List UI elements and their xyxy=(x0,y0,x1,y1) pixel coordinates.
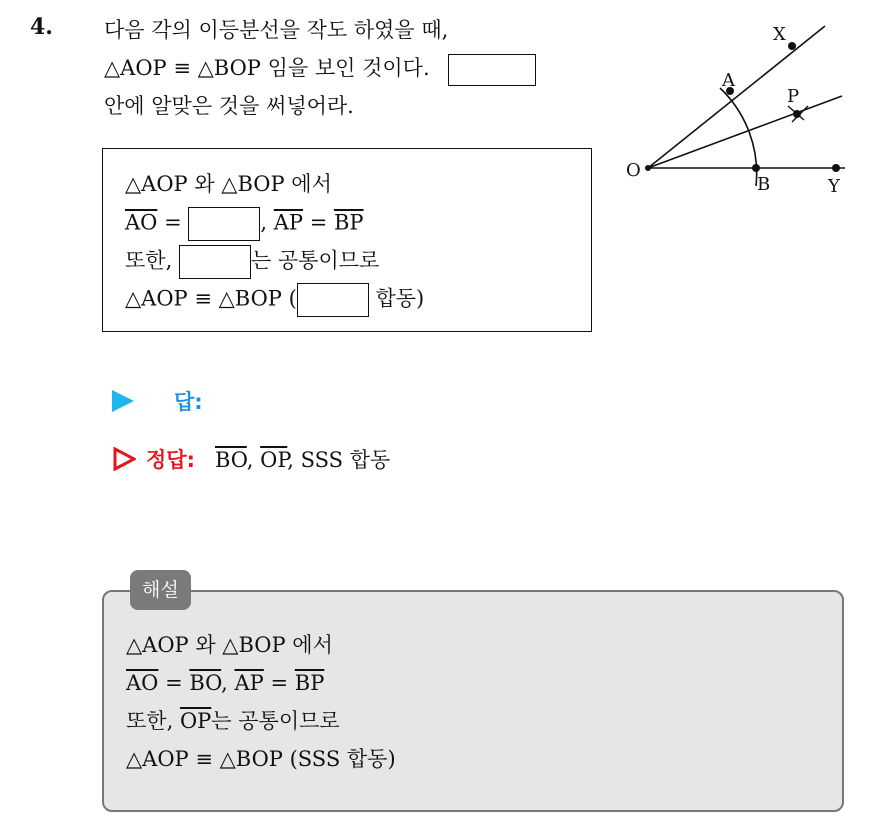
expl-ao: $\overline{AO}$ xyxy=(126,671,159,695)
expl-comma: , xyxy=(221,671,235,695)
explanation-box xyxy=(102,590,844,812)
expl-ap: $\overline{AP}$ xyxy=(234,671,264,695)
congruence-close: 합동) xyxy=(368,286,425,311)
inline-answer-blank xyxy=(448,54,536,86)
angle-bisector-figure xyxy=(620,10,860,200)
segment-ao: $\overline{AO}$ xyxy=(125,210,158,235)
point-o xyxy=(645,165,651,171)
expl-line-1: △AOP 와 △BOP 에서 xyxy=(126,633,333,657)
label-a: A xyxy=(722,70,735,91)
problem-line-2 xyxy=(125,207,364,241)
answer-label: 답: xyxy=(174,390,203,414)
expl-line-2 xyxy=(126,668,324,698)
expl-eq-1: = xyxy=(158,671,190,695)
correct-label: 정답: xyxy=(146,448,195,472)
outline-arrow-icon xyxy=(112,447,136,471)
problem-line-4 xyxy=(125,283,424,317)
question-line-2-text: △AOP ≡ △BOP 임을 보인 것이다. xyxy=(104,56,430,80)
problem-line-1: △AOP 와 △BOP 에서 xyxy=(125,172,332,196)
blank-common xyxy=(179,245,251,279)
question-line-1: 다음 각의 이등분선을 작도 하였을 때, xyxy=(104,18,449,42)
expl-also: 또한, xyxy=(126,709,180,733)
problem-box xyxy=(102,148,592,332)
label-x: X xyxy=(773,24,786,45)
expl-bp: $\overline{BP}$ xyxy=(294,671,325,695)
correct-sep: , xyxy=(246,448,261,472)
explanation-tag: 해설 xyxy=(130,570,191,610)
point-y xyxy=(832,164,840,172)
expl-line-3 xyxy=(126,706,340,736)
segment-ap: $\overline{AP}$ xyxy=(273,210,304,235)
problem-line-3 xyxy=(125,245,379,279)
question-line-3: 안에 알맞은 것을 써넣어라. xyxy=(104,94,354,118)
blank-ao xyxy=(188,207,260,241)
label-y: Y xyxy=(828,176,840,197)
bisector-op xyxy=(648,96,842,168)
blank-condition xyxy=(297,283,369,317)
correct-answer-row xyxy=(112,444,390,474)
correct-op: $\overline{OP}$ xyxy=(260,448,288,472)
common-text: 는 공통이므로 xyxy=(250,248,380,273)
also-text: 또한, xyxy=(125,248,173,273)
point-b xyxy=(752,164,760,172)
correct-bo: $\overline{BO}$ xyxy=(214,448,247,472)
equals-2: = xyxy=(303,210,334,235)
equals-1: = xyxy=(157,210,189,235)
point-p xyxy=(793,110,801,118)
correct-sss: , SSS 합동 xyxy=(287,448,391,472)
expl-bo: $\overline{BO}$ xyxy=(189,671,222,695)
segment-bp: $\overline{BP}$ xyxy=(333,210,364,235)
label-p: P xyxy=(787,86,800,107)
expl-eq-2: = xyxy=(263,671,295,695)
expl-line-4: △AOP ≡ △BOP (SSS 합동) xyxy=(126,747,396,771)
question-number: 4. xyxy=(30,14,53,40)
expl-common: 는 공통이므로 xyxy=(211,709,340,733)
correct-value xyxy=(215,444,390,474)
arc-ab xyxy=(720,88,757,186)
comma-1: , xyxy=(260,210,268,235)
answer-row xyxy=(112,386,223,416)
congruence-text: △AOP ≡ △BOP ( xyxy=(125,286,297,311)
label-o: O xyxy=(626,160,641,181)
label-b: B xyxy=(757,174,771,195)
play-arrow-icon xyxy=(112,390,134,412)
question-line-2 xyxy=(104,50,536,86)
point-x xyxy=(788,42,796,50)
expl-op: $\overline{OP}$ xyxy=(179,709,212,733)
